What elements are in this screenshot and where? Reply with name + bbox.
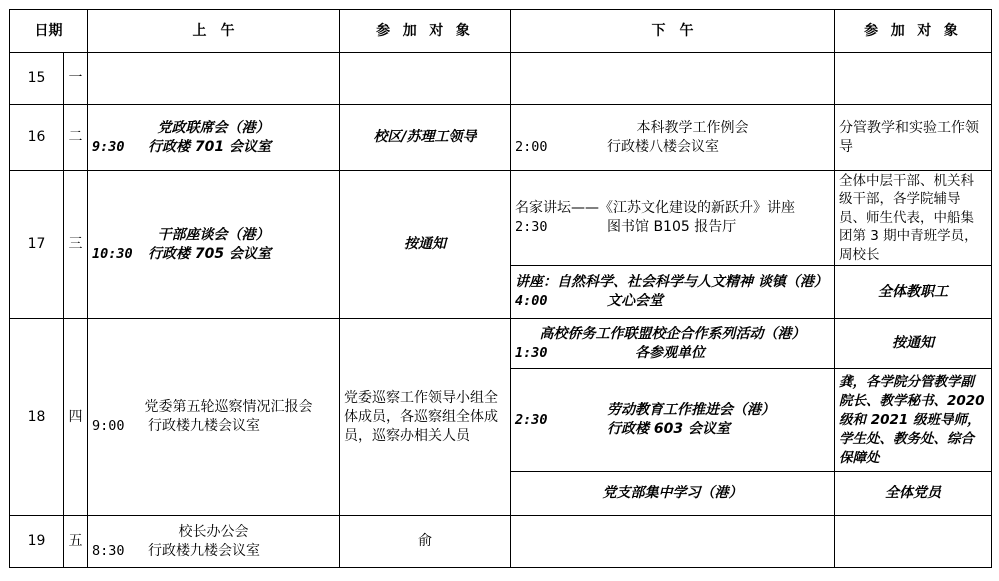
pm-event	[511, 266, 835, 319]
pm-event	[511, 516, 835, 568]
am-event	[88, 516, 340, 568]
event-place: 行政楼 705 会议室	[148, 245, 271, 262]
pm-participants: 龚，各学院分管教学副院长、教学秘书、2020级和 2021 级班导师，学生处、教务处、综合保障处	[835, 369, 992, 472]
event-place: 图书馆 B105 报告厅	[607, 219, 737, 235]
event-place: 行政楼九楼会议室	[148, 542, 260, 559]
event-time: 4:00	[515, 293, 548, 309]
header-morning: 上 午	[88, 10, 340, 53]
event-place: 文心会堂	[607, 293, 663, 309]
pm-event	[511, 369, 835, 472]
pm-event	[511, 319, 835, 369]
pm-participants	[835, 516, 992, 568]
event-title: 高校侨务工作联盟校企合作系列活动（港）	[539, 325, 806, 342]
pm-participants: 全体中层干部、机关科级干部，各学院辅导员、师生代表，中船集团第 3 期中青班学员，周校长	[835, 171, 992, 266]
pm-event	[511, 171, 835, 266]
event-place: 各参观单位	[635, 344, 705, 361]
am-participants	[340, 53, 511, 105]
weekday: 一	[64, 53, 88, 105]
event-place: 行政楼八楼会议室	[607, 138, 719, 155]
header-afternoon: 下 午	[511, 10, 835, 53]
event-time: 9:00	[92, 418, 125, 434]
pm-participants	[835, 53, 992, 105]
am-participants: 俞	[340, 516, 511, 568]
event-time: 8:30	[92, 542, 125, 559]
event-place: 行政楼 701 会议室	[148, 138, 271, 155]
am-participants: 校区/苏理工领导	[340, 105, 511, 171]
table-row	[10, 53, 992, 105]
weekday: 二	[64, 105, 88, 171]
header-participants-am: 参加对象	[340, 10, 511, 53]
event-title: 校长办公会	[178, 523, 249, 540]
table-row	[10, 516, 992, 568]
event-title: 干部座谈会（港）	[157, 226, 270, 243]
pm-event	[511, 105, 835, 171]
event-title: 党委第五轮巡察情况汇报会	[144, 399, 313, 415]
pm-event: 党支部集中学习（港）	[511, 472, 835, 516]
event-time: 1:30	[515, 344, 548, 361]
day-number: 16	[10, 105, 64, 171]
day-number: 18	[10, 319, 64, 516]
am-event	[88, 53, 340, 105]
am-event	[88, 171, 340, 319]
table-row	[10, 319, 992, 369]
event-title: 讲座：自然科学、社会科学与人文精神 谈镇（港）	[515, 274, 828, 290]
pm-participants: 全体教职工	[835, 266, 992, 319]
event-time: 9:30	[92, 138, 125, 155]
event-place: 行政楼 603 会议室	[607, 421, 730, 437]
event-title: 劳动教育工作推进会（港）	[607, 402, 775, 418]
pm-participants: 分管教学和实验工作领导	[835, 105, 992, 171]
weekly-schedule-table	[9, 9, 992, 568]
event-title: 党政联席会（港）	[157, 119, 270, 136]
header-row	[10, 10, 992, 53]
event-title: 本科教学工作例会	[636, 119, 749, 136]
event-title: 名家讲坛——《江苏文化建设的新跃升》讲座	[515, 200, 795, 216]
event-time: 10:30	[92, 245, 133, 262]
day-number: 19	[10, 516, 64, 568]
event-time: 2:30	[515, 411, 548, 428]
day-number: 15	[10, 53, 64, 105]
day-number: 17	[10, 171, 64, 319]
event-time: 2:30	[515, 219, 548, 235]
table-row	[10, 171, 992, 266]
weekday: 三	[64, 171, 88, 319]
pm-event	[511, 53, 835, 105]
weekday: 五	[64, 516, 88, 568]
table-row	[10, 105, 992, 171]
am-participants: 按通知	[340, 171, 511, 319]
am-event	[88, 319, 340, 516]
pm-participants: 按通知	[835, 319, 992, 369]
header-date: 日期	[10, 10, 88, 53]
event-time: 2:00	[515, 138, 548, 155]
pm-participants: 全体党员	[835, 472, 992, 516]
event-place: 行政楼九楼会议室	[148, 418, 260, 434]
weekday: 四	[64, 319, 88, 516]
am-participants: 党委巡察工作领导小组全体成员，各巡察组全体成员，巡察办相关人员	[340, 319, 511, 516]
am-event	[88, 105, 340, 171]
header-participants-pm: 参加对象	[835, 10, 992, 53]
